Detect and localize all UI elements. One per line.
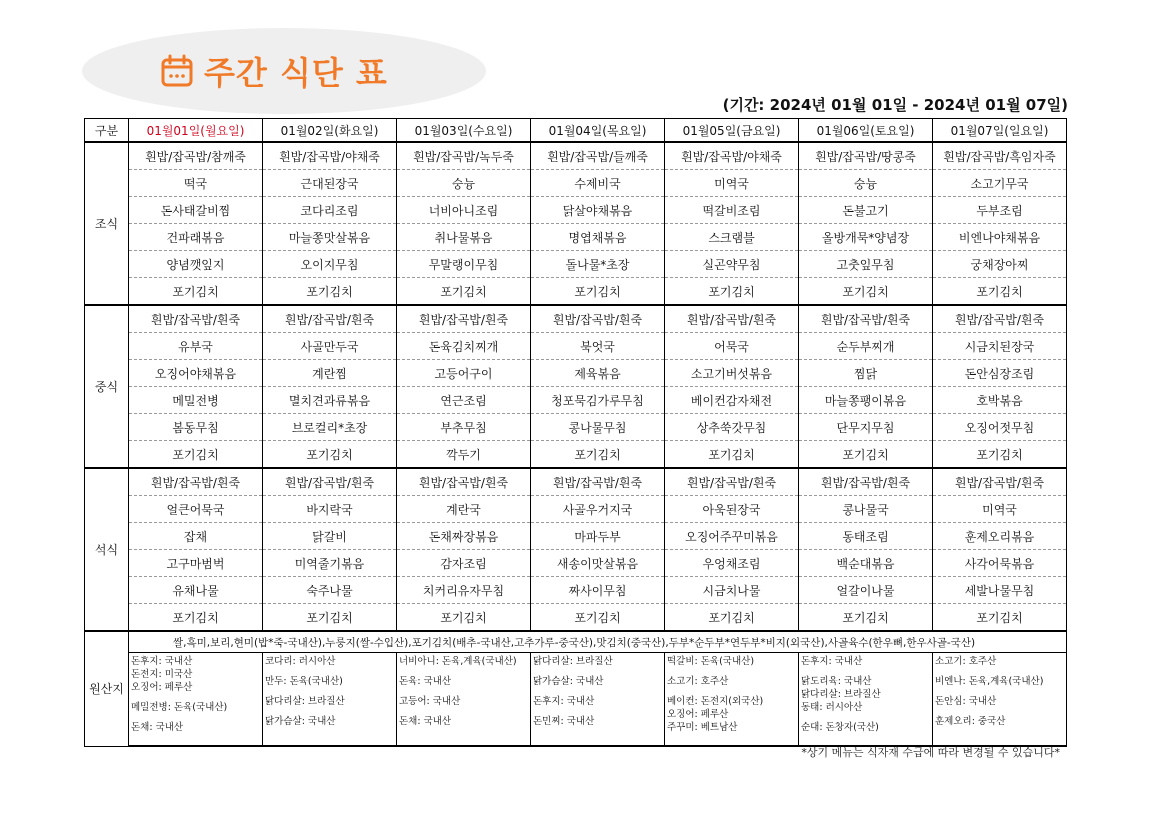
menu-item: 숭늉 [799, 170, 933, 197]
menu-item: 마늘쫑팽이볶음 [799, 387, 933, 414]
menu-item: 바지락국 [263, 496, 397, 523]
menu-item: 포기김치 [665, 278, 799, 306]
menu-row [85, 496, 1067, 523]
weekly-menu-table [84, 118, 1067, 747]
menu-item: 포기김치 [531, 441, 665, 469]
menu-item: 고춧잎무침 [799, 251, 933, 278]
menu-item: 돈불고기 [799, 197, 933, 224]
menu-item: 포기김치 [933, 278, 1067, 306]
menu-item: 마늘쫑맛살볶음 [263, 224, 397, 251]
menu-item: 백순대볶음 [799, 550, 933, 577]
menu-item: 유채나물 [129, 577, 263, 604]
menu-item: 흰밥/잡곡밥/흰죽 [933, 468, 1067, 496]
menu-item: 숭늉 [397, 170, 531, 197]
menu-item: 흰밥/잡곡밥/흰죽 [531, 305, 665, 333]
menu-item: 흰밥/잡곡밥/야채죽 [263, 142, 397, 170]
menu-item: 포기김치 [933, 604, 1067, 632]
menu-item: 순두부찌개 [799, 333, 933, 360]
origin-entry: 베이컨: 돈전지(외국산) 오징어: 페루산 주꾸미: 베트남산 [667, 696, 764, 733]
origin-cell [129, 653, 263, 747]
origin-entry: 고등어: 국내산 [399, 696, 461, 707]
origin-cell [933, 653, 1067, 747]
menu-row [85, 523, 1067, 550]
menu-item: 돈안심장조림 [933, 360, 1067, 387]
menu-item: 유부국 [129, 333, 263, 360]
menu-item: 돈채짜장볶음 [397, 523, 531, 550]
menu-item: 우엉채조림 [665, 550, 799, 577]
menu-item: 포기김치 [799, 441, 933, 469]
menu-item: 흰밥/잡곡밥/흰죽 [263, 305, 397, 333]
menu-item: 포기김치 [129, 604, 263, 632]
menu-item: 너비아니조림 [397, 197, 531, 224]
menu-item: 찜닭 [799, 360, 933, 387]
menu-row [85, 333, 1067, 360]
menu-row [85, 387, 1067, 414]
menu-item: 스크램블 [665, 224, 799, 251]
menu-item: 사골만두국 [263, 333, 397, 360]
menu-item: 흰밥/잡곡밥/흰죽 [263, 468, 397, 496]
menu-row [85, 142, 1067, 170]
menu-item: 부추무침 [397, 414, 531, 441]
menu-item: 포기김치 [129, 278, 263, 306]
menu-item: 포기김치 [799, 604, 933, 632]
menu-item: 돈사태갈비찜 [129, 197, 263, 224]
origin-cell [799, 653, 933, 747]
origin-cell [263, 653, 397, 747]
menu-item: 세발나물무침 [933, 577, 1067, 604]
menu-item: 브로컬리*초장 [263, 414, 397, 441]
menu-item: 잡채 [129, 523, 263, 550]
origin-entry: 돈후지: 국내산 [801, 656, 863, 667]
menu-item: 닭갈비 [263, 523, 397, 550]
menu-item: 포기김치 [263, 278, 397, 306]
menu-item: 두부조림 [933, 197, 1067, 224]
menu-item: 동태조림 [799, 523, 933, 550]
header-row [85, 119, 1067, 143]
menu-item: 계란국 [397, 496, 531, 523]
menu-item: 흰밥/잡곡밥/흰죽 [799, 305, 933, 333]
menu-item: 단무지무침 [799, 414, 933, 441]
origin-entry: 닭가슴살: 국내산 [265, 716, 336, 727]
day-header: 01월07일(일요일) [933, 119, 1067, 143]
origin-entry: 떡갈비: 돈육(국내산) [667, 656, 755, 667]
menu-item: 흰밥/잡곡밥/흰죽 [397, 468, 531, 496]
menu-row [85, 360, 1067, 387]
menu-row [85, 468, 1067, 496]
menu-item: 포기김치 [397, 278, 531, 306]
menu-item: 미역국 [933, 496, 1067, 523]
menu-item: 돈육김치찌개 [397, 333, 531, 360]
menu-item: 소고기버섯볶음 [665, 360, 799, 387]
menu-item: 포기김치 [129, 441, 263, 469]
origin-entry: 비엔나: 돈육,계육(국내산) [935, 676, 1044, 687]
origin-cell [397, 653, 531, 747]
menu-item: 흰밥/잡곡밥/흰죽 [129, 468, 263, 496]
menu-item: 떡갈비조림 [665, 197, 799, 224]
menu-item: 제육볶음 [531, 360, 665, 387]
menu-row [85, 604, 1067, 632]
menu-item: 소고기무국 [933, 170, 1067, 197]
menu-row [85, 550, 1067, 577]
origin-entry: 돈민찌: 국내산 [533, 716, 595, 727]
menu-item: 깍두기 [397, 441, 531, 469]
menu-item: 포기김치 [531, 278, 665, 306]
menu-row [85, 441, 1067, 469]
origin-entry: 훈제오리: 중국산 [935, 716, 1006, 727]
menu-item: 흰밥/잡곡밥/야채죽 [665, 142, 799, 170]
menu-item: 명엽채볶음 [531, 224, 665, 251]
menu-item: 양념깻잎지 [129, 251, 263, 278]
footnote: *상기 메뉴는 식자재 수급에 따라 변경될 수 있습니다* [801, 746, 1060, 759]
menu-item: 얼갈이나물 [799, 577, 933, 604]
origin-cell [665, 653, 799, 747]
origin-common-text: 쌀,흑미,보리,현미(밥*죽-국내산),누룽지(쌀-수입산),포기김치(배추-국내산,고추가루-중국산),맛김치(중국산),두부*순두부*연두부*비지(외국산),사골육수(한우뼈,한우사골-국산) [129, 631, 1067, 653]
title-block [160, 48, 388, 94]
menu-item: 마파두부 [531, 523, 665, 550]
menu-item: 흰밥/잡곡밥/들깨죽 [531, 142, 665, 170]
menu-item: 사골우거지국 [531, 496, 665, 523]
menu-item: 고등어구이 [397, 360, 531, 387]
menu-item: 흰밥/잡곡밥/흰죽 [397, 305, 531, 333]
menu-item: 흰밥/잡곡밥/흰죽 [665, 305, 799, 333]
origin-entry: 코다리: 러시아산 [265, 656, 336, 667]
menu-row [85, 414, 1067, 441]
origin-entry: 돈채: 국내산 [131, 722, 184, 733]
meal-label: 조식 [85, 142, 129, 305]
origin-entry: 소고기: 호주산 [935, 656, 997, 667]
menu-item: 흰밥/잡곡밥/흰죽 [799, 468, 933, 496]
menu-item: 오징어야채볶음 [129, 360, 263, 387]
menu-item: 훈제오리볶음 [933, 523, 1067, 550]
menu-item: 베이컨감자채전 [665, 387, 799, 414]
menu-item: 멸치견과류볶음 [263, 387, 397, 414]
origin-entry: 돈육: 국내산 [399, 676, 452, 687]
origin-entry: 순대: 돈창자(국산) [801, 722, 879, 733]
menu-item: 수제비국 [531, 170, 665, 197]
menu-row [85, 224, 1067, 251]
menu-item: 흰밥/잡곡밥/흰죽 [531, 468, 665, 496]
origin-cell [531, 653, 665, 747]
menu-item: 메밀전병 [129, 387, 263, 414]
menu-item: 포기김치 [397, 604, 531, 632]
menu-item: 미역줄기볶음 [263, 550, 397, 577]
menu-item: 취나물볶음 [397, 224, 531, 251]
menu-item: 오이지무침 [263, 251, 397, 278]
menu-item: 돌나물*초장 [531, 251, 665, 278]
day-header: 01월02일(화요일) [263, 119, 397, 143]
page-title: 주간 식단 표 [204, 54, 388, 92]
menu-item: 흰밥/잡곡밥/녹두죽 [397, 142, 531, 170]
menu-item: 포기김치 [933, 441, 1067, 469]
menu-item: 떡국 [129, 170, 263, 197]
menu-row [85, 577, 1067, 604]
calendar-icon [160, 54, 194, 88]
menu-item: 감자조림 [397, 550, 531, 577]
origin-entry: 돈안심: 국내산 [935, 696, 997, 707]
menu-item: 비엔나야채볶음 [933, 224, 1067, 251]
origin-label: 원산지 [85, 631, 129, 746]
origin-entry: 돈후지: 국내산 돈전지: 미국산 오징어: 페루산 [131, 656, 193, 693]
menu-item: 닭살야채볶음 [531, 197, 665, 224]
origin-entry: 만두: 돈육(국내산) [265, 676, 343, 687]
origin-entry: 소고기: 호주산 [667, 676, 729, 687]
origin-entry: 돈후지: 국내산 [533, 696, 595, 707]
origin-entry: 닭가슴살: 국내산 [533, 676, 604, 687]
menu-item: 상추쑥갓무침 [665, 414, 799, 441]
menu-item: 새송이맛살볶음 [531, 550, 665, 577]
menu-item: 포기김치 [531, 604, 665, 632]
origin-entry: 닭도리육: 국내산 닭다리살: 브라질산 동태: 러시아산 [801, 676, 881, 713]
menu-item: 포기김치 [799, 278, 933, 306]
menu-row [85, 278, 1067, 306]
menu-item: 연근조림 [397, 387, 531, 414]
menu-item: 얼큰어묵국 [129, 496, 263, 523]
menu-item: 포기김치 [665, 441, 799, 469]
menu-item: 흰밥/잡곡밥/흑임자죽 [933, 142, 1067, 170]
day-header: 01월05일(금요일) [665, 119, 799, 143]
menu-item: 어묵국 [665, 333, 799, 360]
menu-item: 코다리조림 [263, 197, 397, 224]
menu-item: 치커리유자무침 [397, 577, 531, 604]
menu-item: 시금치나물 [665, 577, 799, 604]
day-header: 01월04일(목요일) [531, 119, 665, 143]
menu-item: 아욱된장국 [665, 496, 799, 523]
menu-item: 무말랭이무침 [397, 251, 531, 278]
menu-item: 흰밥/잡곡밥/흰죽 [665, 468, 799, 496]
period-text: (기간: 2024년 01월 01일 - 2024년 01월 07일) [722, 96, 1068, 114]
menu-item: 오징어주꾸미볶음 [665, 523, 799, 550]
menu-item: 올방개묵*양념장 [799, 224, 933, 251]
menu-item: 궁채장아찌 [933, 251, 1067, 278]
menu-item: 포기김치 [665, 604, 799, 632]
day-header: 01월01일(월요일) [129, 119, 263, 143]
menu-item: 근대된장국 [263, 170, 397, 197]
origin-entry: 닭다리살: 브라질산 [533, 656, 613, 667]
meal-label: 석식 [85, 468, 129, 631]
menu-item: 호박볶음 [933, 387, 1067, 414]
menu-item: 숙주나물 [263, 577, 397, 604]
menu-item: 포기김치 [263, 604, 397, 632]
menu-item: 실곤약무침 [665, 251, 799, 278]
menu-item: 콩나물무침 [531, 414, 665, 441]
menu-item: 사각어묵볶음 [933, 550, 1067, 577]
day-header: 01월06일(토요일) [799, 119, 933, 143]
menu-item: 시금치된장국 [933, 333, 1067, 360]
menu-row [85, 305, 1067, 333]
menu-item: 고구마범벅 [129, 550, 263, 577]
menu-item: 미역국 [665, 170, 799, 197]
menu-item: 흰밥/잡곡밥/땅콩죽 [799, 142, 933, 170]
menu-item: 오징어젓무침 [933, 414, 1067, 441]
menu-row [85, 197, 1067, 224]
origin-entry: 돈채: 국내산 [399, 716, 452, 727]
menu-item: 포기김치 [263, 441, 397, 469]
day-header: 01월03일(수요일) [397, 119, 531, 143]
origin-entry: 닭다리살: 브라질산 [265, 696, 345, 707]
menu-item: 흰밥/잡곡밥/흰죽 [129, 305, 263, 333]
menu-item: 콩나물국 [799, 496, 933, 523]
menu-row [85, 170, 1067, 197]
menu-item: 건파래볶음 [129, 224, 263, 251]
menu-item: 짜사이무침 [531, 577, 665, 604]
origin-entry: 너비아니: 돈육,계육(국내산) [399, 656, 517, 667]
meal-label: 중식 [85, 305, 129, 468]
menu-item: 계란찜 [263, 360, 397, 387]
menu-item: 흰밥/잡곡밥/참깨죽 [129, 142, 263, 170]
menu-item: 북엇국 [531, 333, 665, 360]
category-header: 구분 [85, 119, 129, 143]
menu-item: 청포묵김가루무침 [531, 387, 665, 414]
menu-item: 흰밥/잡곡밥/흰죽 [933, 305, 1067, 333]
menu-item: 봄동무침 [129, 414, 263, 441]
origin-entry: 메밀전병: 돈육(국내산) [131, 702, 228, 713]
menu-row [85, 251, 1067, 278]
